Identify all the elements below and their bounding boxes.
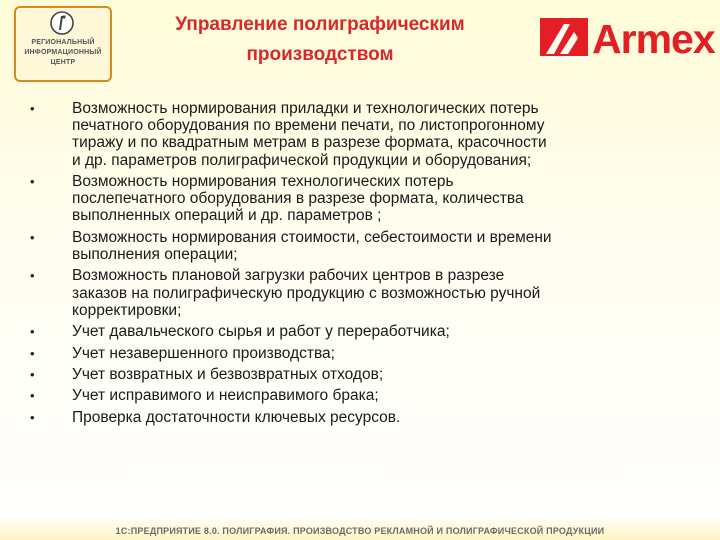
page-title — [118, 10, 522, 70]
list-item-text: печатного оборудования по времени печати, по листопрогонному — [72, 117, 545, 135]
list-item-text: послепечатного оборудования в разрезе формата, количества — [72, 190, 524, 208]
page-title-line: Управление полиграфическим — [175, 14, 465, 35]
list-item-text: Возможность нормирования технологических потерь — [72, 173, 454, 190]
list-item — [24, 173, 704, 225]
list-item — [24, 100, 704, 169]
rits-logo-line: РЕГИОНАЛЬНЫЙ — [31, 39, 95, 46]
bullet-icon: • — [30, 268, 35, 284]
list-item — [24, 387, 704, 404]
header — [0, 0, 720, 84]
rits-logo-line: ЦЕНТР — [50, 59, 76, 66]
rits-logo-line: ИНФОРМАЦИОННЫЙ — [24, 49, 102, 56]
footer-text: 1С:ПРЕДПРИЯТИЕ 8.0. ПОЛИГРАФИЯ. ПРОИЗВОДСТВО РЕКЛАМНОЙ И ПОЛИГРАФИЧЕСКОЙ ПРОДУКЦИИ — [115, 526, 605, 536]
rits-emblem-icon — [50, 11, 74, 35]
page-title-line: производством — [246, 44, 394, 65]
list-item-text: Проверка достаточности ключевых ресурсов. — [72, 408, 401, 426]
bullet-icon: • — [30, 366, 35, 382]
rits-logo — [14, 6, 112, 82]
armex-logo — [540, 16, 715, 62]
bullet-list — [24, 100, 704, 426]
list-item — [24, 323, 704, 340]
list-item-text: Учет незавершенного производства; — [72, 344, 335, 362]
bullet-icon: • — [30, 409, 35, 425]
list-item-text: Возможность нормирования стоимости, себестоимости и времени — [72, 228, 552, 246]
list-item — [24, 409, 704, 426]
list-item-text: выполнения операции; — [72, 246, 238, 263]
content-area — [24, 100, 704, 430]
list-item-text: выполненных операций и др. параметров ; — [72, 207, 382, 225]
armex-logo-text: Armex — [592, 16, 715, 62]
list-item-text: Учет возвратных и безвозвратных отходов; — [72, 365, 384, 383]
list-item-text: корректировки; — [72, 301, 182, 319]
list-item-text: Учет исправимого и неисправимого брака; — [72, 387, 379, 405]
bullet-icon: • — [30, 324, 35, 340]
list-item — [24, 229, 704, 263]
armex-logo-mark-icon — [540, 18, 588, 60]
list-item-text: Возможность нормирования приладки и технологических потерь — [72, 100, 539, 117]
rits-logo-text — [16, 38, 110, 68]
footer — [0, 520, 720, 540]
bullet-icon: • — [30, 174, 35, 189]
bullet-icon: • — [30, 229, 35, 245]
bullet-icon: • — [30, 101, 35, 116]
list-item — [24, 267, 704, 319]
list-item — [24, 345, 704, 362]
list-item-text: и др. параметров полиграфической продукции и оборудования; — [72, 151, 532, 169]
list-item-text: Учет давальческого сырья и работ у переработчика; — [72, 323, 450, 341]
list-item-text: Возможность плановой загрузки рабочих центров в разрезе — [72, 267, 505, 285]
list-item — [24, 366, 704, 383]
list-item-text: заказов на полиграфическую продукцию с возможностью ручной — [72, 284, 541, 302]
bullet-icon: • — [30, 345, 35, 361]
bullet-icon: • — [30, 388, 35, 404]
list-item-text: тиражу и по квадратным метрам в разрезе формата, красочности — [72, 134, 547, 152]
